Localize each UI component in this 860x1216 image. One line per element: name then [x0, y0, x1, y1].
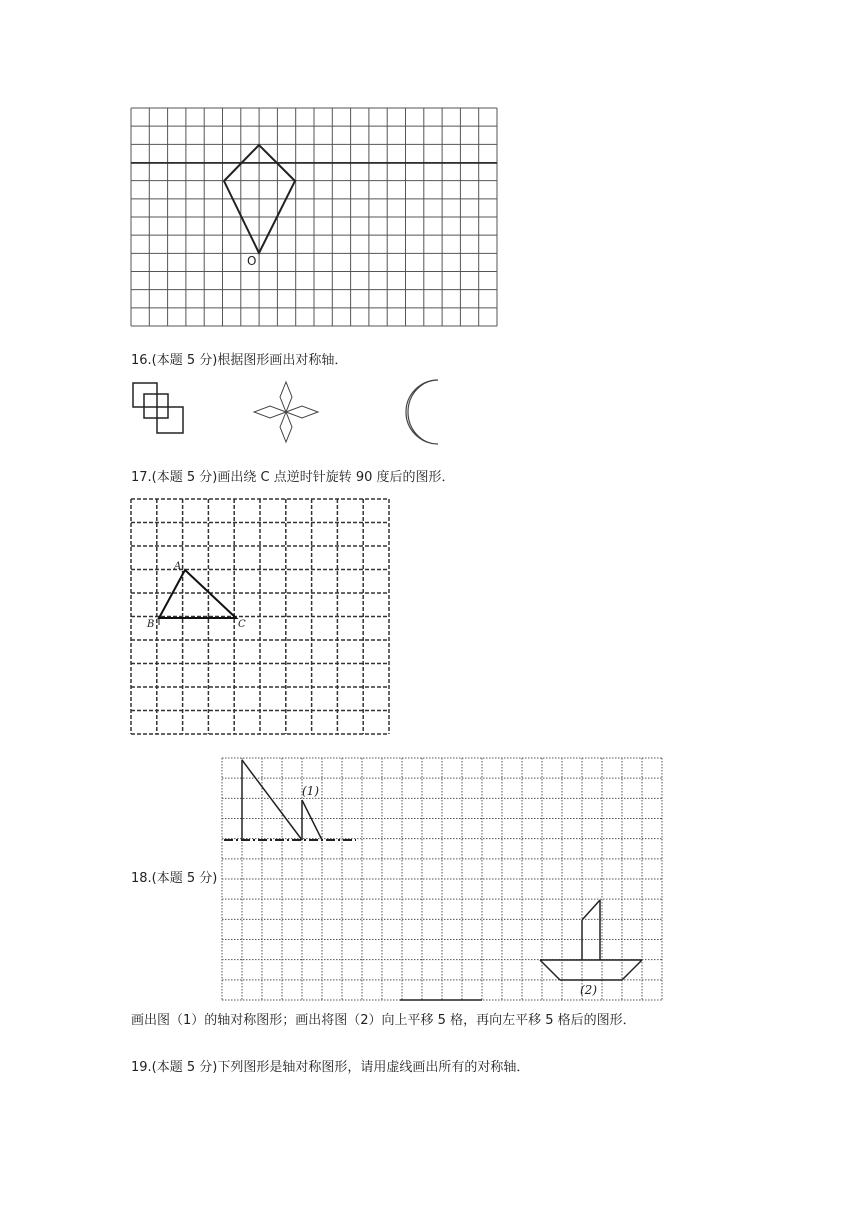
four-petal-star-figure: [252, 380, 320, 444]
crescent-moon-figure: [394, 378, 444, 446]
figure-2-label: (2): [580, 983, 597, 997]
question-16-text: 16.(本题 5 分)根据图形画出对称轴．: [131, 353, 348, 368]
question-19-text: 19.(本题 5 分)下列图形是轴对称图形，请用虚线画出所有的对称轴．: [131, 1060, 530, 1075]
question-18-prefix: 18.(本题 5 分): [131, 871, 218, 886]
figure-1-label: (1): [302, 784, 319, 798]
three-squares-figure: [131, 381, 189, 439]
vertex-c-label: C: [238, 619, 246, 630]
question-18-instruction: 画出图（1）的轴对称图形；画出将图（2）向上平移 5 格，再向左平移 5 格后的图形．: [131, 1013, 636, 1028]
translation-grid-figure: [222, 758, 662, 1000]
vertex-a-label: A: [174, 561, 182, 572]
point-o-label: O: [247, 254, 257, 268]
dashed-grid-triangle-figure: [131, 499, 391, 735]
triangle-abc: [159, 570, 236, 618]
kite-grid-figure: [131, 108, 497, 328]
question-17-text: 17.(本题 5 分)画出绕 C 点逆时针旋转 90 度后的图形．: [131, 470, 455, 485]
vertex-b-label: B: [147, 619, 155, 630]
